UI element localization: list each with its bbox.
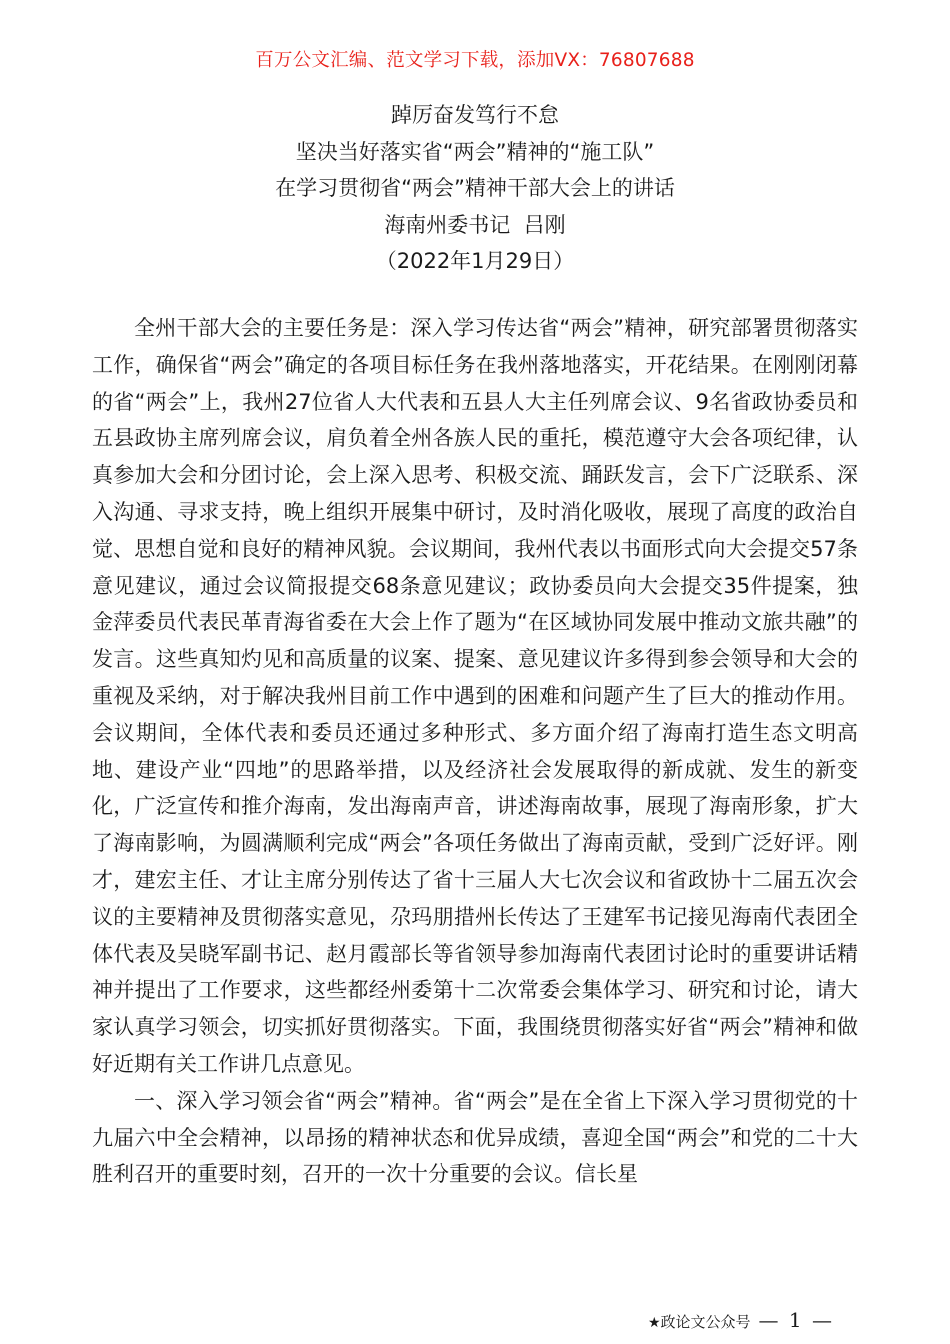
- body-paragraph: 一、深入学习领会省“两会”精神。省“两会”是在全省上下深入学习贯彻党的十九届六中全会精神，以昂扬的精神状态和优异成绩，喜迎全国“两会”和党的二十大胜利召开的重要时刻，召开的一次十分重要的会议。信长星: [92, 1088, 858, 1187]
- author-line: 海南州委书记 吕刚: [384, 212, 566, 237]
- page-footer: [648, 1308, 834, 1332]
- body-paragraph: 全州干部大会的主要任务是：深入学习传达省“两会”精神，研究部署贯彻落实工作，确保省“两会”确定的各项目标任务在我州落地落实，开花结果。在刚刚闭幕的省“两会”上，我州27位省人大代表和五县人大主任列席会议、9名省政协委员和五县政协主席列席会议，肩负着全州各族人民的重托，模范遵守大会各项纪律，认真参加大会和分团讨论，会上深入思考、积极交流、踊跃发言，会下广泛联系、深入沟通、寻求支持，晚上组织开展集中研讨，及时消化吸收，展现了高度的政治自觉、思想自觉和良好的精神风貌。会议期间，我州代表以书面形式向大会提交57条意见建议，通过会议简报提交68条意见建议；政协委员向大会提交35件提案，独金萍委员代表民革青海省委在大会上作了题为“在区域协同发展中推动文旅共融”的发言。这些真知灼见和高质量的议案、提案、意见建议许多得到参会领导和大会的重视及采纳，对于解决我州目前工作中遇到的困难和问题产生了巨大的推动作用。会议期间，全体代表和委员还通过多种形式、多方面介绍了海南打造生态文明高地、建设产业“四地”的思路举措，以及经济社会发展取得的新成就、发生的新变化，广泛宣传和推介海南，发出海南声音，讲述海南故事，展现了海南形象，扩大了海南影响，为圆满顺利完成“两会”各项任务做出了海南贡献，受到广泛好评。刚才，建宏主任、才让主席分别传达了省十三届人大七次会议和省政协十二届五次会议的主要精神及贯彻落实意见，尕玛朋措州长传达了王建军书记接见海南代表团全体代表及吴晓军副书记、赵月霞部长等省领导参加海南代表团讨论时的重要讲话精神并提出了工作要求，这些都经州委第十二次常委会集体学习、研究和讨论，请大家认真学习领会，切实抓好贯彻落实。下面，我围绕贯彻落实好省“两会”精神和做好近期有关工作讲几点意见。: [92, 316, 858, 1076]
- title-line-2: 坚决当好落实省“两会”精神的“施工队”: [295, 139, 655, 164]
- star-icon: ★: [647, 1315, 661, 1331]
- date-line: （2022年1月29日）: [375, 249, 575, 273]
- speech-subtitle: 在学习贯彻省“两会”精神干部大会上的讲话: [275, 176, 675, 200]
- page-number: — 1 —: [758, 1308, 834, 1332]
- document-body: [92, 310, 858, 1193]
- title-block: [0, 97, 950, 280]
- title-line-1: 踔厉奋发笃行不怠: [391, 103, 559, 127]
- watermark-header-note: 百万公文汇编、范文学习下载，添加VX：76807688: [255, 50, 695, 71]
- footer-label: 政论文公众号: [660, 1313, 751, 1331]
